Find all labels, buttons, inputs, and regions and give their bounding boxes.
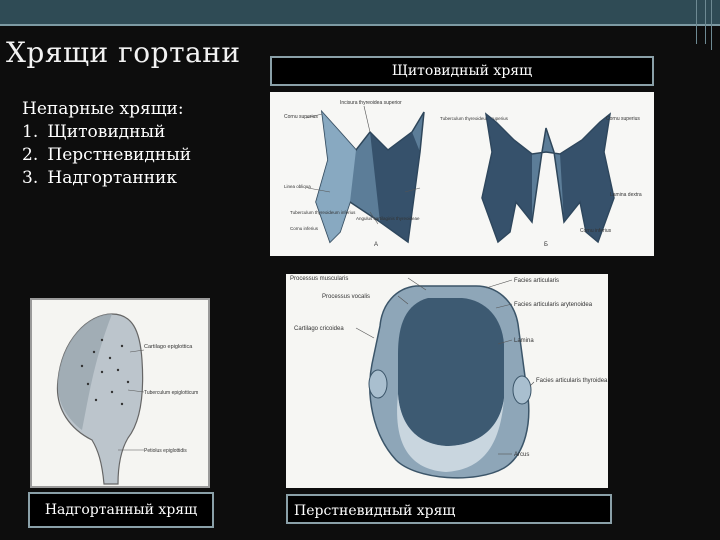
thyroid-cartilage-image <box>270 92 654 256</box>
top-bar <box>0 0 720 24</box>
epiglottis-label: Cartilago epiglottica <box>144 344 193 350</box>
epiglottis-illustration <box>32 300 208 486</box>
thyroid-view-a <box>284 100 509 248</box>
thyroid-label: Cornu inferius <box>580 228 612 234</box>
list-heading: Непарные хрящи: <box>22 99 184 119</box>
thyroid-view-b <box>482 114 642 248</box>
epiglottis-label: Petiolus epiglottidis <box>144 448 187 454</box>
thyroid-label: Cornu superius <box>284 114 318 120</box>
cricoid-label: Facies articularis <box>514 278 560 284</box>
cricoid-illustration <box>286 274 608 488</box>
thyroid-view-letter: A <box>374 242 379 248</box>
top-bar-accent-line <box>0 24 720 26</box>
thyroid-label: Tuberculum thyreoideum inferius <box>290 210 356 215</box>
thyroid-illustration <box>270 92 654 256</box>
slide-title: Хрящи гортани <box>6 36 241 69</box>
corner-accent-2 <box>711 0 716 50</box>
cricoid-label: Cartilago cricoidea <box>294 326 344 332</box>
cricoid-caption: Перстневидный хрящ <box>286 494 612 524</box>
thyroid-caption: Щитовидный хрящ <box>270 56 654 86</box>
cricoid-label: Facies articularis thyroidea <box>536 378 608 384</box>
thyroid-view-letter: Б <box>544 242 548 248</box>
cartilage-list <box>22 121 191 190</box>
list-item: 3. Надгортанник <box>22 168 178 188</box>
cricoid-label: Lamina <box>514 338 534 344</box>
thyroid-label: Tuberculum thyreoideum superius <box>440 116 508 121</box>
thyroid-label: Incisura thyreoidea superior <box>340 100 402 106</box>
thyroid-label: Cornu inferius <box>290 226 319 231</box>
cricoid-label: Arcus <box>514 452 530 458</box>
epiglottis-caption: Надгортанный хрящ <box>28 492 214 528</box>
thyroid-label: Angulus cartilaginis thyreoideae <box>356 216 420 221</box>
epiglottis-label: Tuberculum epiglotticum <box>144 390 199 396</box>
cricoid-label: Facies articularis arytenoidea <box>514 302 593 308</box>
list-item: 1. Щитовидный <box>22 122 166 142</box>
cricoid-label: Processus vocalis <box>322 294 371 300</box>
cricoid-image <box>286 274 608 488</box>
list-item: 2. Перстневидный <box>22 145 192 165</box>
thyroid-label: Cornu superius <box>606 116 640 122</box>
epiglottis-image <box>30 298 210 488</box>
cricoid-label: Processus muscularis <box>290 276 349 282</box>
thyroid-label: Lamina dextra <box>610 192 642 198</box>
thyroid-label: Linea obliqua <box>284 184 311 189</box>
corner-accent <box>696 0 706 44</box>
